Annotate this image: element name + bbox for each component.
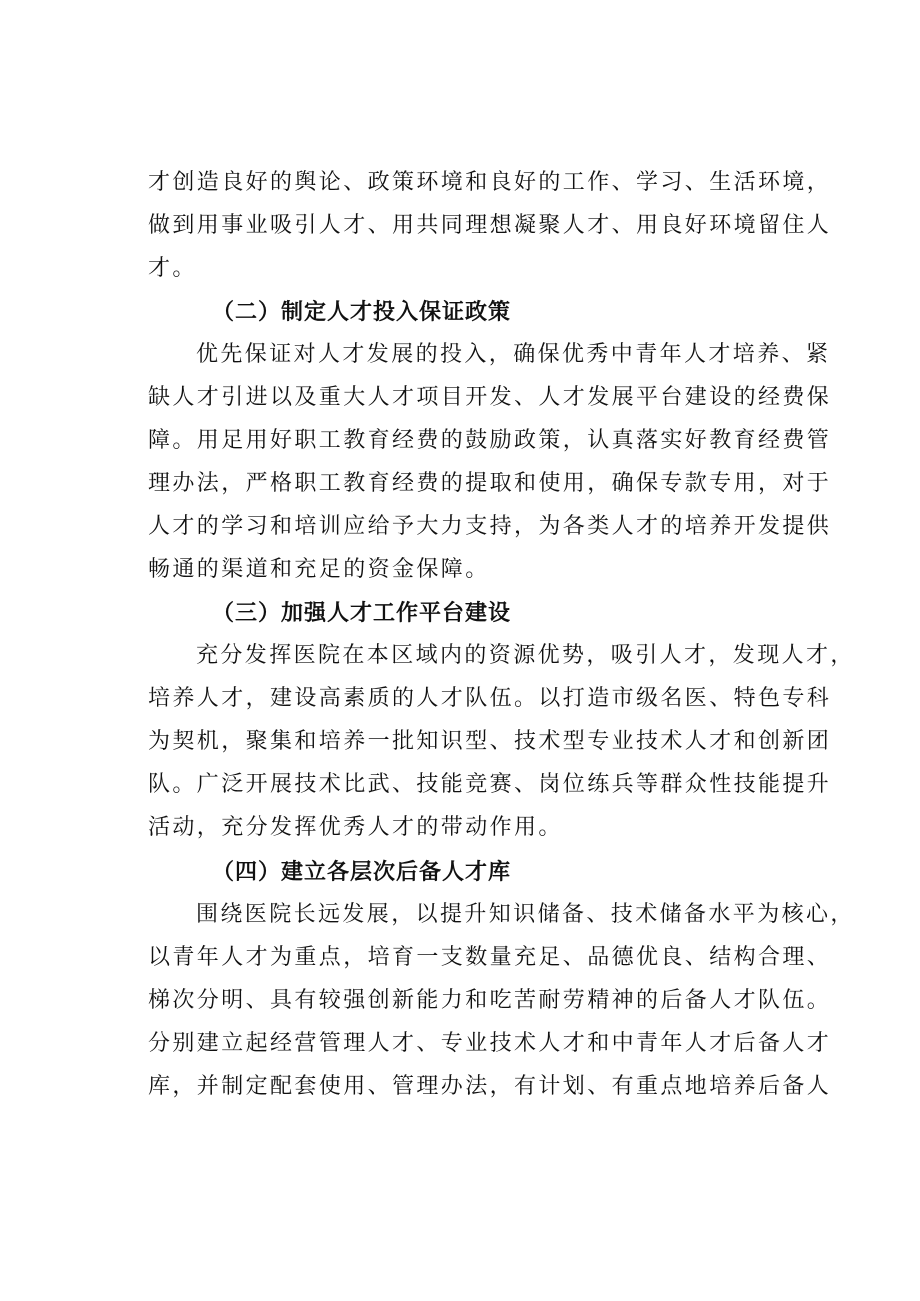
paragraph-line: 培养人才，建设高素质的人才队伍。以打造市级名医、特色专科 bbox=[148, 686, 832, 711]
section-heading-4: （四）建立各层次后备人才库 bbox=[212, 859, 512, 885]
paragraph-line: 畅通的渠道和充足的资金保障。 bbox=[148, 557, 490, 582]
paragraph-line: 梯次分明、具有较强创新能力和吃苦耐劳精神的后备人才队伍。 bbox=[148, 988, 832, 1013]
paragraph-line: 理办法，严格职工教育经费的提取和使用，确保专款专用，对于 bbox=[148, 471, 832, 496]
paragraph-line: 队。广泛开展技术比武、技能竞赛、岗位练兵等群众性技能提升 bbox=[148, 772, 832, 797]
paragraph-line: 充分发挥医院在本区域内的资源优势，吸引人才，发现人才， bbox=[196, 643, 855, 668]
paragraph-line: 为契机，聚集和培养一批知识型、技术型专业技术人才和创新团 bbox=[148, 729, 832, 754]
paragraph-line: 才。 bbox=[148, 256, 197, 281]
section-heading-2: （二）制定人才投入保证政策 bbox=[212, 299, 512, 325]
paragraph-line: 做到用事业吸引人才、用共同理想凝聚人才、用良好环境留住人 bbox=[148, 213, 832, 238]
paragraph-line: 库，并制定配套使用、管理办法，有计划、有重点地培养后备人 bbox=[148, 1074, 832, 1099]
paragraph-line: 围绕医院长远发展，以提升知识储备、技术储备水平为核心， bbox=[196, 902, 855, 927]
paragraph-line: 优先保证对人才发展的投入，确保优秀中青年人才培养、紧 bbox=[196, 342, 831, 367]
paragraph-line: 人才的学习和培训应给予大力支持，为各类人才的培养开发提供 bbox=[148, 514, 832, 539]
paragraph-line: 障。用足用好职工教育经费的鼓励政策，认真落实好教育经费管 bbox=[148, 428, 832, 453]
paragraph-line: 分别建立起经营管理人才、专业技术人才和中青年人才后备人才 bbox=[148, 1031, 832, 1056]
paragraph-line: 缺人才引进以及重大人才项目开发、人才发展平台建设的经费保 bbox=[148, 385, 832, 410]
paragraph-line: 活动，充分发挥优秀人才的带动作用。 bbox=[148, 815, 563, 840]
paragraph-line: 以青年人才为重点，培育一支数量充足、品德优良、结构合理、 bbox=[148, 945, 832, 970]
section-heading-3: （三）加强人才工作平台建设 bbox=[212, 600, 512, 626]
paragraph-line: 才创造良好的舆论、政策环境和良好的工作、学习、生活环境， bbox=[148, 170, 832, 195]
